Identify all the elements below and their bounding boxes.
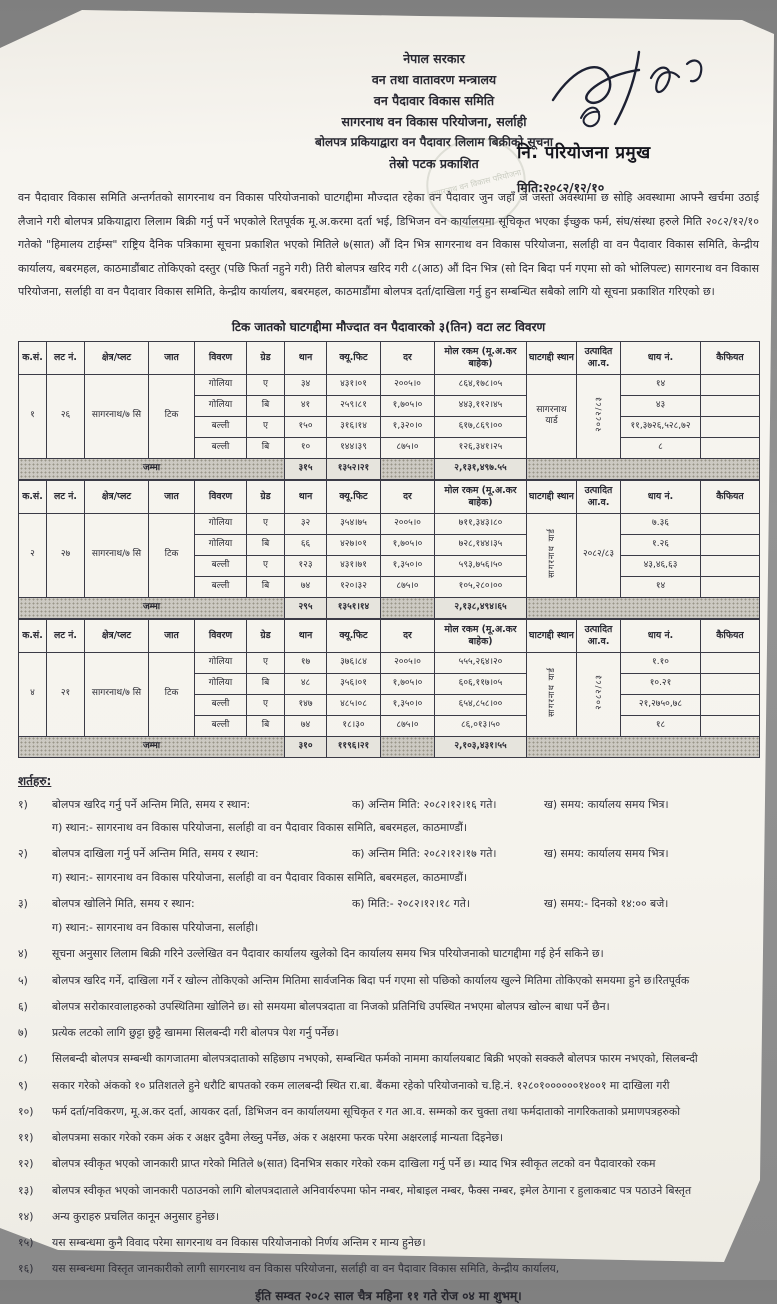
fiscal-year: [577, 374, 621, 458]
dhai-no: ८: [621, 437, 701, 458]
condition-number: १५): [18, 1235, 34, 1249]
condition-text: अन्य कुराहरु प्रचलित कानून अनुसार हुनेछ।: [52, 1209, 220, 1223]
col-header: क्षेत्र/प्लट: [85, 341, 149, 374]
fiscal-year: [577, 513, 621, 597]
area-plot: सागरनाथ/७ सि: [85, 652, 149, 736]
condition-text: यस सम्बन्धमा विस्तृत जानकारीको लागी सागरनाथ वन विकास परियोजना, सर्लाही वा वन पैदावार विकास समिति, केन्द्रीय कार्यालय,: [52, 1262, 560, 1276]
condition-ga: ग) स्थान:- सागरनाथ वन विकास परियोजना, सर्लाही।: [52, 921, 259, 935]
col-header: उत्पादित आ.व.: [577, 341, 621, 374]
area-plot: सागरनाथ/७ सि: [85, 513, 149, 597]
condition-ga: ग) स्थान:- सागरनाथ वन विकास परियोजना, सर्लाही वा वन पैदावार विकास समिति, बबरमहल, काठमाण्डौं।: [52, 821, 468, 835]
cuft: ३५४।७५: [327, 513, 381, 534]
description: बल्ली: [195, 437, 247, 458]
conditions-heading: शर्तहरु:: [18, 773, 52, 788]
remark: [701, 513, 760, 534]
lot-no: २६: [47, 374, 85, 458]
depot-text: सागरनाथ यार्ड: [546, 666, 557, 717]
cuft: ३५६।०१: [327, 673, 381, 694]
letterhead-line-6: तेस्रो पटक प्रकाशित: [389, 156, 479, 171]
condition-body: [52, 1183, 759, 1200]
condition-text: बोलपत्रमा सकार गरेको रकम अंक र अक्षर दुवैमा लेख्नु पर्नेछ, अंक र अक्षरमा फरक परेमा अक्षरलाई मान्यता दिइनेछ।: [52, 1131, 504, 1145]
fiscal-year-text: २०८२/८३: [593, 674, 604, 710]
rate: २००५।०: [381, 652, 435, 673]
species: टिक: [149, 374, 195, 458]
condition-text: बोलपत्र सरोकारवालाहरुको उपस्थितिमा खोलिने छ। सो समयमा बोलपत्रदाता वा निजको प्रतिनिधि उपस्थित नभएमा बोलपत्र खोल्न बाधा पर्ने छैन।: [52, 999, 610, 1013]
depot-text: सागरनाथ यार्ड: [546, 527, 557, 578]
col-header: जात: [149, 619, 195, 652]
total-amount: २,१३८,४९४।६५: [435, 597, 527, 618]
notice-date: मिति:२०८२/१२/१०: [517, 180, 605, 195]
lot-table-1: [18, 341, 760, 480]
amount: ७२८,१४४।३५: [435, 534, 527, 555]
amount: ६५४,८५८।००: [435, 694, 527, 715]
lot-table-2: [18, 480, 760, 619]
condition-number: १६): [18, 1262, 34, 1276]
designation-stamp: नि. परियोजना प्रमुख: [517, 143, 651, 163]
col-header: दर: [381, 341, 435, 374]
total-row-tail: [527, 458, 760, 479]
condition-text: बोलपत्र खरिद गर्ने, दाखिला गर्ने र खोल्न तोकिएको अन्तिम मितिमा सार्वजनिक बिदा पर्न गएमा सो पछिको कार्यालय खुल्ने मितिमा तोकिएको समयमा हुने छ।रितपूर्वक: [52, 973, 690, 987]
dhai-no: ७.३६: [621, 513, 701, 534]
col-header: कैफियत: [701, 480, 760, 513]
condition-item-6: [18, 999, 759, 1016]
condition-number: ९): [18, 1078, 28, 1092]
col-header: विवरण: [195, 480, 247, 513]
condition-number: १३): [18, 1183, 34, 1197]
total-pieces: ३१५: [285, 458, 327, 479]
col-header: मोल रकम (मू.अ.कर बाहेक): [435, 619, 527, 652]
cuft: १८।३०: [327, 715, 381, 736]
description: बल्ली: [195, 715, 247, 736]
cuft: ४८५।०८: [327, 694, 381, 715]
col-header: ग्रेड: [247, 341, 285, 374]
pieces: ३२: [285, 513, 327, 534]
col-header: ग्रेड: [247, 619, 285, 652]
letterhead-line-5: बोलपत्र प्रकियाद्वारा वन पैदावार लिलाम बिक्रीको सूचना: [315, 135, 553, 149]
amount: ८६,०१३।५०: [435, 715, 527, 736]
sn: २: [19, 513, 47, 597]
stamp-watermark-text: सागरनाथ वन विकास परियोजना: [429, 167, 523, 199]
cuft: ४२७।०१: [327, 534, 381, 555]
condition-number: ८): [18, 1052, 28, 1066]
condition-kha: ख) समय: कार्यालय समय भित्र।: [544, 847, 669, 861]
col-header: दर: [381, 619, 435, 652]
condition-item-2: [18, 846, 759, 886]
col-header: ग्रेड: [247, 480, 285, 513]
col-header: विवरण: [195, 619, 247, 652]
depot-text: सागरनाथ यार्ड: [536, 404, 567, 426]
condition-item-10: [18, 1104, 759, 1121]
col-header: थान: [285, 341, 327, 374]
col-header: थान: [285, 480, 327, 513]
description: बल्ली: [195, 694, 247, 715]
col-header: क्षेत्र/प्लट: [85, 480, 149, 513]
cuft: ४३१।०१: [327, 374, 381, 395]
condition-text: प्रत्येक लटको लागि छुट्टा छुट्टै खाममा सिलबन्दी गरी बोलपत्र पेश गर्नु पर्नेछ।: [52, 1026, 339, 1040]
col-header: क.सं.: [19, 480, 47, 513]
condition-body: [52, 1025, 759, 1042]
pieces: १४७: [285, 694, 327, 715]
condition-item-8: [18, 1051, 759, 1068]
col-header: मोल रकम (मू.अ.कर बाहेक): [435, 341, 527, 374]
description: गोलिया: [195, 652, 247, 673]
cuft: ४३१।७१: [327, 555, 381, 576]
condition-body: [52, 973, 759, 990]
rate: ८७५।०: [381, 715, 435, 736]
description: गोलिया: [195, 534, 247, 555]
condition-number: १०): [18, 1104, 34, 1118]
condition-item-16: [18, 1261, 759, 1278]
total-cuft: ११९६।२१: [327, 736, 381, 757]
condition-body: [52, 797, 759, 837]
fiscal-year-text: २०८२/८३: [582, 549, 615, 560]
cuft: ३७६।८४: [327, 652, 381, 673]
col-header: उत्पादित आ.व.: [577, 480, 621, 513]
amount: १०५,२८०।००: [435, 576, 527, 597]
amount: ७११,३४३।८०: [435, 513, 527, 534]
total-row-label: जम्मा: [19, 736, 285, 757]
condition-body: [52, 1104, 759, 1121]
grade: बि: [247, 576, 285, 597]
remark: [701, 715, 760, 736]
condition-item-14: [18, 1209, 759, 1226]
pieces: १५०: [285, 416, 327, 437]
col-header: धाय नं.: [621, 341, 701, 374]
condition-body: [52, 1130, 759, 1147]
grade: ए: [247, 513, 285, 534]
condition-text: बोलपत्र खोलिने मिति, समय र स्थान:: [52, 897, 195, 911]
grade: बि: [247, 395, 285, 416]
total-rate-empty: [381, 597, 435, 618]
signature-block: [517, 48, 747, 196]
fiscal-year: [577, 652, 621, 736]
col-header: क्यू.फिट: [327, 341, 381, 374]
condition-body: [52, 999, 759, 1016]
fiscal-year-text: २०८२/८३: [593, 396, 604, 432]
conditions-list: [18, 797, 759, 1278]
letterhead-line-3: वन पैदावार विकास समिति: [373, 93, 495, 108]
total-amount: २,१३१,४९७.५५: [435, 458, 527, 479]
remark: [701, 555, 760, 576]
condition-body: [52, 896, 759, 936]
remark: [701, 395, 760, 416]
condition-item-3: [18, 896, 759, 936]
col-header: धाय नं.: [621, 619, 701, 652]
total-pieces: २९५: [285, 597, 327, 618]
amount: ५९३,७५६।५०: [435, 555, 527, 576]
col-header: उत्पादित आ.व.: [577, 619, 621, 652]
col-header: क्षेत्र/प्लट: [85, 619, 149, 652]
dhai-no: २१,२७५०,७८: [621, 694, 701, 715]
dhai-no: १४: [621, 374, 701, 395]
dhai-no: १४: [621, 576, 701, 597]
col-header: दर: [381, 480, 435, 513]
condition-number: ६): [18, 999, 28, 1013]
description: बल्ली: [195, 555, 247, 576]
remark: [701, 534, 760, 555]
grade: बि: [247, 437, 285, 458]
lot-table-3: [18, 619, 760, 758]
condition-text: बोलपत्र खरिद गर्नु पर्ने अन्तिम मिति, समय र स्थान:: [52, 797, 251, 811]
col-header: क.सं.: [19, 341, 47, 374]
condition-text: बोलपत्र स्वीकृत भएको जानकारी पठाउनको लागि बोलपत्रदाताले अनिवार्यरुपमा फोन नम्बर, मोबाइल नम्बर, फैक्स नम्बर, इमेल ठेगाना र हुलाकबाट पत्र पठाउने बिस्तृत: [52, 1183, 692, 1197]
closing-line: ईति सम्वत २०८२ साल चैत्र महिना ११ गते रोज ०४ मा शुभम्।: [255, 1289, 522, 1304]
condition-text: सिलबन्दी बोलपत्र सम्बन्धी कागजातमा बोलपत्रदाताको सहिछाप नभएको, सम्बन्धित फर्मको नाममा कार्यालयबाट बिक्री भएको सक्कलै बोलपत्र फारम नभएको, सिलबन्दी: [52, 1052, 698, 1066]
rate: १,३५०।०: [381, 555, 435, 576]
condition-text: बोलपत्र दाखिला गर्नु पर्ने अन्तिम मिति, समय र स्थान:: [52, 847, 259, 861]
condition-number: ५): [18, 973, 28, 987]
condition-item-7: [18, 1025, 759, 1042]
condition-item-12: [18, 1156, 759, 1173]
condition-body: [52, 1261, 759, 1278]
col-header: विवरण: [195, 341, 247, 374]
signature-icon: [547, 48, 732, 140]
description: गोलिया: [195, 513, 247, 534]
grade: बि: [247, 673, 285, 694]
sn: १: [19, 374, 47, 458]
total-rate-empty: [381, 458, 435, 479]
pieces: ४१: [285, 395, 327, 416]
depot: [527, 652, 577, 736]
rate: १,७०५।०: [381, 534, 435, 555]
condition-ka: क) अन्तिम मिति: २०८२।१२।१७ गते।: [352, 847, 497, 861]
col-header: धाय नं.: [621, 480, 701, 513]
dhai-no: १.२६: [621, 534, 701, 555]
condition-body: [52, 1235, 759, 1252]
dhai-no: १०.२१: [621, 673, 701, 694]
condition-item-5: [18, 973, 759, 990]
total-row-tail: [527, 736, 760, 757]
condition-kha: ख) समय:- दिनको १४:०० बजे।: [544, 897, 669, 911]
condition-number: १): [18, 797, 28, 811]
letterhead-line-4: सागरनाथ वन विकास परियोजना, सर्लाही: [341, 114, 527, 129]
pieces: ६६: [285, 534, 327, 555]
pieces: ७४: [285, 576, 327, 597]
condition-item-13: [18, 1183, 759, 1200]
lot-no: २१: [47, 652, 85, 736]
col-header: कैफियत: [701, 341, 760, 374]
col-header: क्यू.फिट: [327, 619, 381, 652]
document-content: [18, 30, 759, 1304]
condition-number: ३): [18, 897, 28, 911]
grade: ए: [247, 374, 285, 395]
rate: २००५।०: [381, 513, 435, 534]
condition-body: [52, 946, 759, 963]
lot-tables: [18, 341, 759, 758]
sn: ४: [19, 652, 47, 736]
dhai-no: ४३: [621, 395, 701, 416]
grade: ए: [247, 555, 285, 576]
rate: २००५।०: [381, 374, 435, 395]
cuft: १२०।३२: [327, 576, 381, 597]
total-pieces: ३१०: [285, 736, 327, 757]
amount: ५५५,२६४।२०: [435, 652, 527, 673]
dhai-no: १८: [621, 715, 701, 736]
col-header: कैफियत: [701, 619, 760, 652]
remark: [701, 437, 760, 458]
grade: ए: [247, 694, 285, 715]
condition-ka: क) अन्तिम मिति: २०८२।१२।१६ गते।: [352, 797, 497, 811]
pieces: १२३: [285, 555, 327, 576]
condition-body: [52, 846, 759, 886]
rate: १,३५०।०: [381, 694, 435, 715]
dhai-no: ४३,४६,६३: [621, 555, 701, 576]
rate: १,७०५।०: [381, 395, 435, 416]
amount: ६०६,११७।०५: [435, 673, 527, 694]
description: गोलिया: [195, 374, 247, 395]
total-cuft: १३५२।२१: [327, 458, 381, 479]
amount: ४४३,११२।४५: [435, 395, 527, 416]
total-row-tail: [527, 597, 760, 618]
condition-ga: ग) स्थान:- सागरनाथ वन विकास परियोजना, सर्लाही वा वन पैदावार विकास समिति, बबरमहल, काठमाण्डौं।: [52, 871, 468, 885]
description: बल्ली: [195, 576, 247, 597]
remark: [701, 673, 760, 694]
total-row-label: जम्मा: [19, 458, 285, 479]
condition-item-11: [18, 1130, 759, 1147]
col-header: क्यू.फिट: [327, 480, 381, 513]
depot: [527, 513, 577, 597]
condition-item-15: [18, 1235, 759, 1252]
col-header: क.सं.: [19, 619, 47, 652]
grade: ए: [247, 416, 285, 437]
total-row-label: जम्मा: [19, 597, 285, 618]
description: बल्ली: [195, 416, 247, 437]
col-header: घाटगद्दी स्थान: [527, 341, 577, 374]
col-header: घाटगद्दी स्थान: [527, 480, 577, 513]
condition-item-4: [18, 946, 759, 963]
condition-number: १२): [18, 1157, 34, 1171]
letterhead-line-2: वन तथा वातावरण मन्त्रालय: [371, 72, 497, 87]
condition-ka: क) मिति:- २०८२।१२।१८ गते।: [352, 897, 470, 911]
area-plot: सागरनाथ/७ सि: [85, 374, 149, 458]
grade: बि: [247, 715, 285, 736]
pieces: १७: [285, 652, 327, 673]
amount: ८६४,१७८।०५: [435, 374, 527, 395]
condition-kha: ख) समय: कार्यालय समय भित्र।: [544, 797, 669, 811]
col-header: लट नं.: [47, 480, 85, 513]
condition-number: ११): [18, 1131, 34, 1145]
intro-paragraph: वन पैदावार विकास समिति अन्तर्गतको सागरनाथ वन विकास परियोजनाको घाटगद्दीमा मौज्दात रहेका वन पैदावार जुन जहाँ जे जस्तो अवस्थामा छ सोहि अवस्थामा आफ्नै खर्चमा उठाई लैजाने गरी बोलपत्र प्रकियाद्वारा लिलाम बिक्री गर्नु पर्ने भएकोले रितपूर्वक मू.अ.करमा दर्ता भई, डिभिजन वन कार्यालयमा सूचिकृत भएका ईच्छुक फर्म, संघ/संस्था हरुले मिति २०८२/१२/१० गतेको "हिमालय टाईम्स" राष्ट्रिय दैनिक पत्रिकामा सूचना प्रकाशित भएको मितिले ७(सात) औं दिन भित्र सागरनाथ वन विकास परियोजना, सर्लाही वा वन पैदावार विकास समिति, केन्द्रीय कार्यालय, बबरमहल, काठमाडौंबाट तोकिएको दस्तुर (पछि फिर्ता नहुने गरी) तिरी बोलपत्र खरिद गरी ८(आठ) औं दिन भित्र (सो दिन बिदा पर्न गएमा सो को भोलिपल्ट) सागरनाथ वन विकास परियोजना, सर्लाही वा वन पैदावार विकास समिति, केन्द्रीय कार्यालय, बबरमहल, काठमाडौंमा बोलपत्र दर्ता/दाखिला गर्नु हुन सम्बन्धित सबैको लागि यो सूचना प्रकाशित गरिएको छ।: [18, 191, 759, 298]
remark: [701, 652, 760, 673]
col-header: घाटगद्दी स्थान: [527, 619, 577, 652]
remark: [701, 694, 760, 715]
amount: ६१७,८६९।००: [435, 416, 527, 437]
condition-item-1: [18, 797, 759, 837]
species: टिक: [149, 652, 195, 736]
rate: १,७०५।०: [381, 673, 435, 694]
cuft: २५९।८१: [327, 395, 381, 416]
col-header: मोल रकम (मू.अ.कर बाहेक): [435, 480, 527, 513]
dhai-no: १.१०: [621, 652, 701, 673]
pieces: ३४: [285, 374, 327, 395]
total-amount: २,१०३,४३१।५५: [435, 736, 527, 757]
amount: १२६,३४१।२५: [435, 437, 527, 458]
condition-body: [52, 1051, 759, 1068]
condition-body: [52, 1078, 759, 1095]
grade: बि: [247, 534, 285, 555]
condition-text: फर्म दर्ता/नविकरण, मू.अ.कर दर्ता, आयकर दर्ता, डिभिजन वन कार्यालयमा सूचिकृत र गत आ.व. सम्मको कर चुक्ता तथा फर्मदाताको नागरिकताको प्रमाणपत्रहरुको: [52, 1104, 681, 1118]
total-rate-empty: [381, 736, 435, 757]
cuft: ३१६।१४: [327, 416, 381, 437]
remark: [701, 374, 760, 395]
condition-main-line: [52, 797, 759, 814]
species: टिक: [149, 513, 195, 597]
pieces: ७४: [285, 715, 327, 736]
rate: ८७५।०: [381, 437, 435, 458]
pieces: ४८: [285, 673, 327, 694]
condition-number: ७): [18, 1026, 28, 1040]
condition-body: [52, 1156, 759, 1173]
dhai-no: ११,३७२६,५२८,७२: [621, 416, 701, 437]
description: गोलिया: [195, 673, 247, 694]
letterhead-line-1: नेपाल सरकार: [403, 51, 465, 66]
condition-text: सकार गरेको अंकको १० प्रतिशतले हुने धरौटि बापतको रकम लालबन्दी स्थित रा.बा. बैंकमा रहेको परियोजनाको च.हि.नं. १२८०१००००००१४००१ मा दाखिला गरी: [52, 1078, 670, 1092]
lot-no: २७: [47, 513, 85, 597]
rate: १,३२०।०: [381, 416, 435, 437]
cuft: १४४।३९: [327, 437, 381, 458]
condition-item-9: [18, 1078, 759, 1095]
rate: ८७५।०: [381, 576, 435, 597]
condition-number: ४): [18, 947, 28, 961]
condition-text: यस सम्बन्धमा कुनै विवाद परेमा सागरनाथ वन विकास परियोजनाको निर्णय अन्तिम र मान्य हुनेछ।: [52, 1235, 426, 1249]
total-cuft: १३५१।१४: [327, 597, 381, 618]
col-header: जात: [149, 341, 195, 374]
col-header: थान: [285, 619, 327, 652]
condition-number: २): [18, 847, 28, 861]
remark: [701, 576, 760, 597]
condition-body: [52, 1209, 759, 1226]
col-header: लट नं.: [47, 619, 85, 652]
grade: ए: [247, 652, 285, 673]
pieces: १०: [285, 437, 327, 458]
condition-text: सूचना अनुसार लिलाम बिक्री गरिने उल्लेखित वन पैदावार कार्यालय खुलेको दिन कार्यालय समय भित्र परियोजनाको घाटगद्दीमा गई हेर्न सकिने छ।: [52, 947, 604, 961]
col-header: लट नं.: [47, 341, 85, 374]
remark: [701, 416, 760, 437]
condition-main-line: [52, 846, 759, 863]
condition-number: १४): [18, 1209, 34, 1223]
description: गोलिया: [195, 395, 247, 416]
condition-text: बोलपत्र स्वीकृत भएको जानकारी प्राप्त गरेको मितिले ७(सात) दिनभित्र सकार गरेको रकम दाखिला गर्नु पर्ने छ। म्याद भित्र स्वीकृत लटको वन पैदावारको रकम: [52, 1157, 656, 1171]
col-header: जात: [149, 480, 195, 513]
table-title: टिक जातको घाटगद्दीमा मौज्दात वन पैदावारको ३(तिन) वटा लट विवरण: [231, 319, 546, 334]
depot: [527, 374, 577, 458]
condition-main-line: [52, 896, 759, 913]
